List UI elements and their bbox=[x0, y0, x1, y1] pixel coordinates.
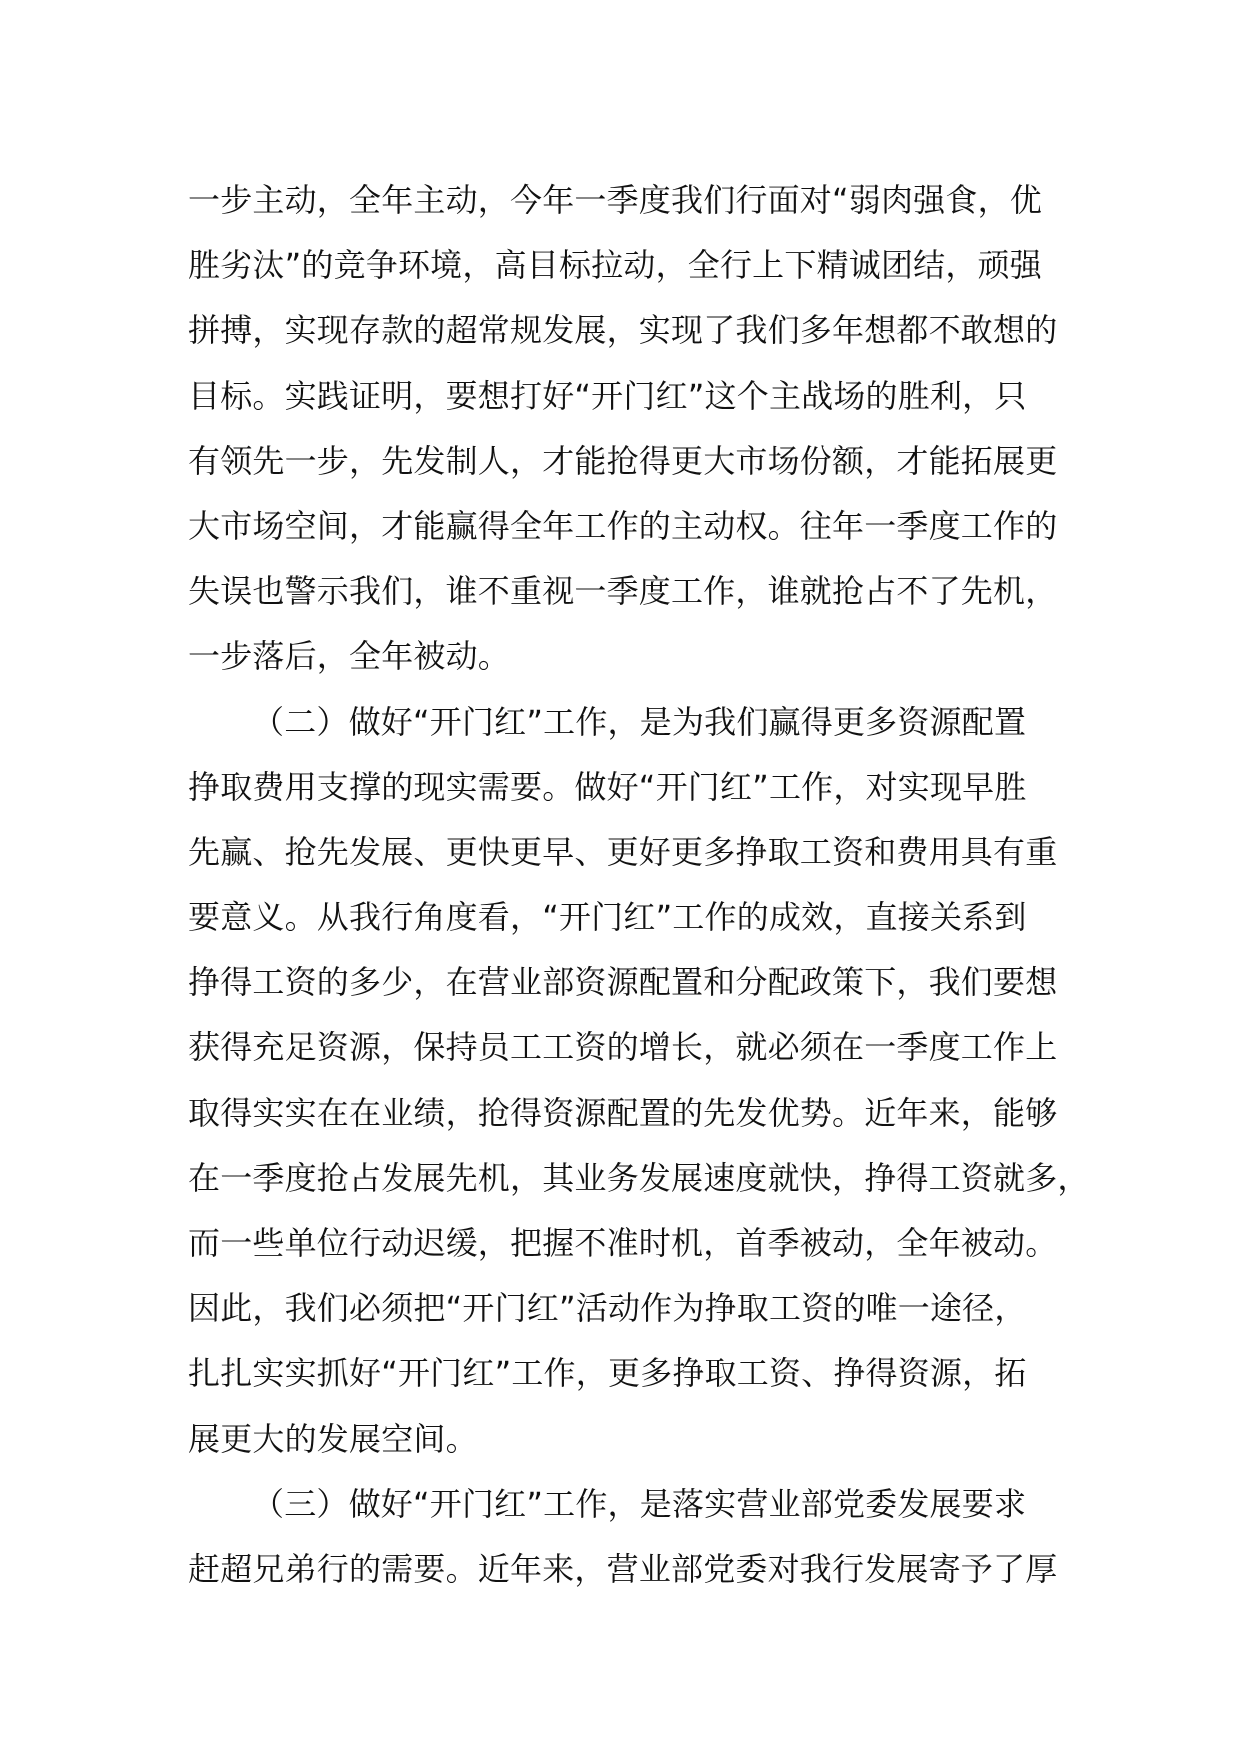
text-line: 要意义。从我行角度看，“开门红”工作的成效，直接关系到 bbox=[188, 898, 1027, 937]
text-line: 一步落后，全年被动。 bbox=[188, 637, 511, 676]
body-text bbox=[188, 168, 1088, 1602]
section-heading-line: （二）做好“开门红”工作，是为我们赢得更多资源配置 bbox=[252, 702, 1027, 741]
text-line: 赶超兄弟行的需要。近年来，营业部党委对我行发展寄予了厚 bbox=[188, 1549, 1058, 1588]
text-line: 挣取费用支撑的现实需要。做好“开门红”工作，对实现早胜 bbox=[188, 767, 1027, 806]
text-line: 在一季度抢占发展先机，其业务发展速度就快，挣得工资就多， bbox=[188, 1158, 1090, 1197]
text-line: 拼搏，实现存款的超常规发展，实现了我们多年想都不敢想的 bbox=[188, 311, 1058, 350]
text-line: 胜劣汰”的竞争环境，高目标拉动，全行上下精诚团结，顽强 bbox=[188, 246, 1042, 285]
text-line: 目标。实践证明，要想打好“开门红”这个主战场的胜利，只 bbox=[188, 376, 1027, 415]
text-line: 失误也警示我们，谁不重视一季度工作，谁就抢占不了先机， bbox=[188, 572, 1058, 611]
text-line: 扎扎实实抓好“开门红”工作，更多挣取工资、挣得资源，拓 bbox=[188, 1354, 1027, 1393]
text-line: 展更大的发展空间。 bbox=[188, 1419, 478, 1458]
text-line: 大市场空间，才能赢得全年工作的主动权。往年一季度工作的 bbox=[188, 506, 1058, 545]
text-line: 取得实实在在业绩，抢得资源配置的先发优势。近年来，能够 bbox=[188, 1093, 1058, 1132]
text-line: 一步主动，全年主动，今年一季度我们行面对“弱肉强食，优 bbox=[188, 181, 1042, 219]
text-line: 有领先一步，先发制人，才能抢得更大市场份额，才能拓展更 bbox=[188, 441, 1058, 480]
text-line: 挣得工资的多少，在营业部资源配置和分配政策下，我们要想 bbox=[188, 963, 1058, 1002]
section-heading-line: （三）做好“开门红”工作，是落实营业部党委发展要求 bbox=[252, 1484, 1027, 1523]
text-line: 获得充足资源，保持员工工资的增长，就必须在一季度工作上 bbox=[188, 1028, 1058, 1067]
text-line: 而一些单位行动迟缓，把握不准时机，首季被动，全年被动。 bbox=[188, 1224, 1058, 1262]
text-line: 先赢、抢先发展、更快更早、更好更多挣取工资和费用具有重 bbox=[188, 832, 1058, 871]
text-line: 因此，我们必须把“开门红”活动作为挣取工资的唯一途径， bbox=[188, 1289, 1027, 1328]
